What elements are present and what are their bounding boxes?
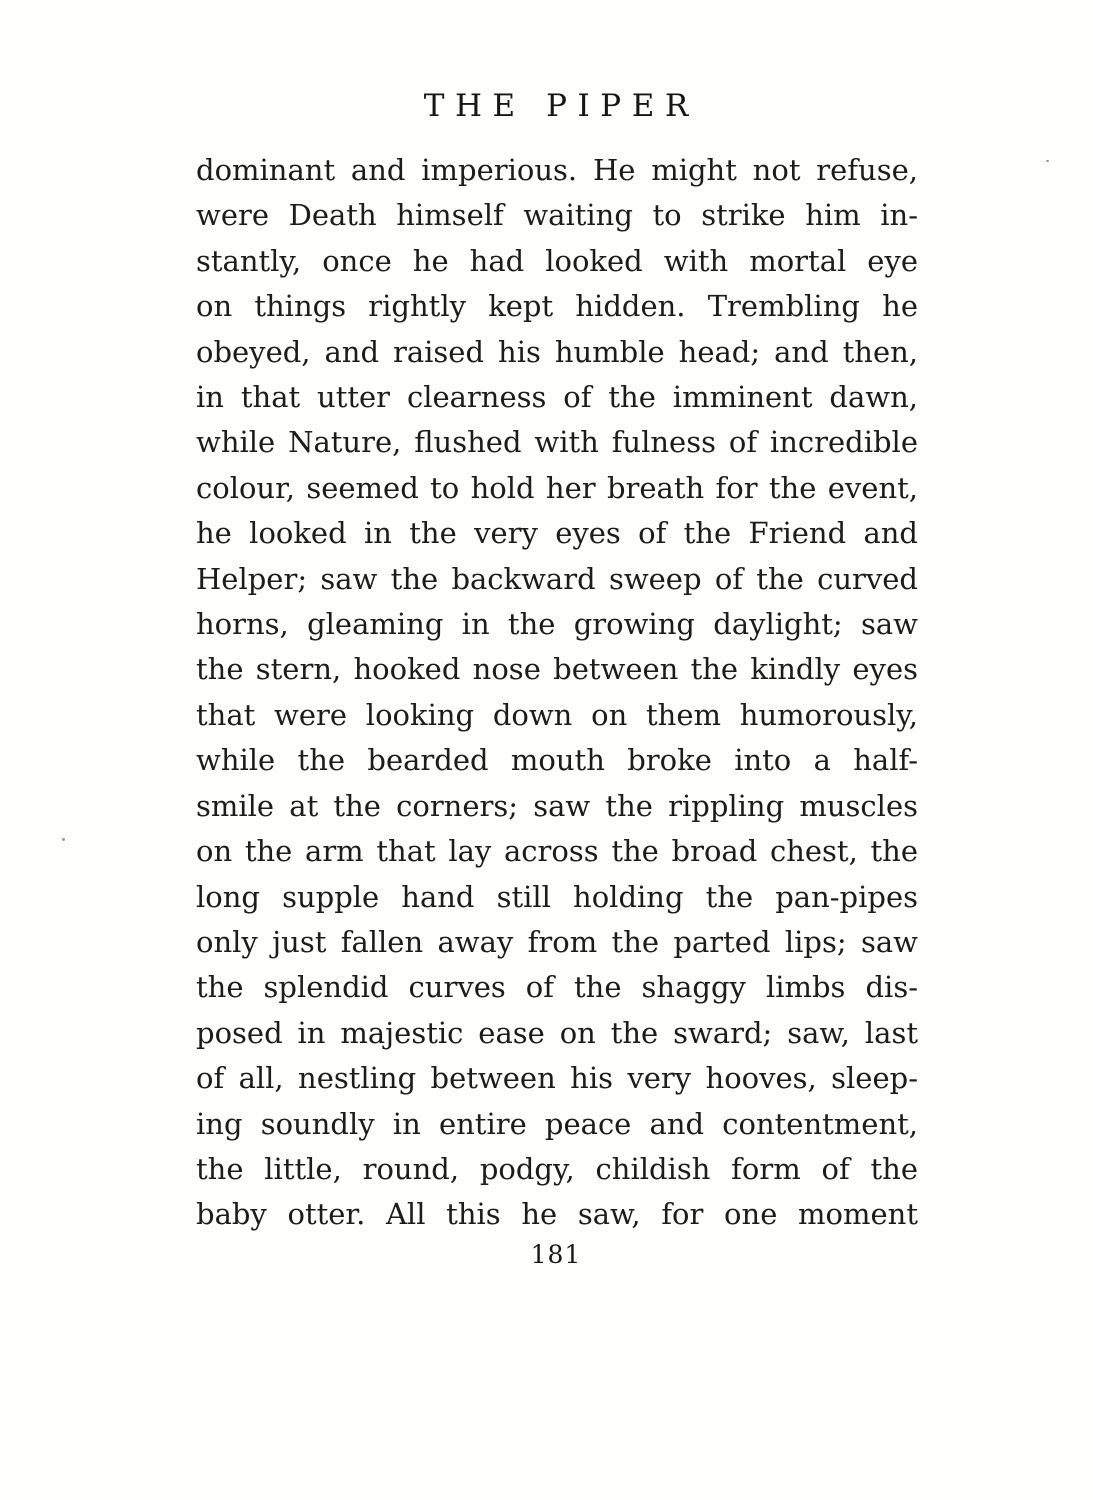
body-line: only just fallen away from the parted lips; saw: [196, 924, 918, 959]
body-line: that were looking down on them humorously,: [196, 697, 918, 732]
body-line: the splendid curves of the shaggy limbs dis-: [196, 970, 918, 1005]
body-line: dominant and imperious. He might not refuse,: [196, 153, 918, 187]
body-line: horns, gleaming in the growing daylight; saw: [196, 607, 918, 642]
body-line: Helper; saw the backward sweep of the curved: [196, 561, 918, 596]
body-line: posed in majestic ease on the sward; saw, last: [196, 1015, 918, 1050]
page-number: 181: [530, 1240, 582, 1269]
body-line: while the bearded mouth broke into a half-: [196, 743, 918, 778]
scan-speck-icon: [1046, 160, 1049, 162]
body-line: the stern, hooked nose between the kindly eyes: [196, 652, 918, 687]
body-line: of all, nestling between his very hooves, sleep-: [196, 1061, 918, 1096]
body-line: baby otter. All this he saw, for one moment: [196, 1197, 918, 1232]
body-line: were Death himself waiting to strike him in-: [196, 198, 918, 233]
scan-speck-icon: [62, 838, 65, 841]
body-line: stantly, once he had looked with mortal eye: [196, 243, 918, 278]
body-paragraph: [196, 148, 918, 1238]
body-line: he looked in the very eyes of the Friend and: [196, 516, 918, 551]
body-line: on the arm that lay across the broad chest, the: [196, 834, 918, 869]
body-line: smile at the corners; saw the rippling muscles: [196, 788, 918, 823]
body-line: while Nature, flushed with fulness of incredible: [196, 425, 918, 460]
body-line: obeyed, and raised his humble head; and then,: [196, 334, 918, 369]
body-line: colour, seemed to hold her breath for the event,: [196, 470, 918, 505]
body-line: in that utter clearness of the imminent dawn,: [196, 380, 918, 415]
body-line: on things rightly kept hidden. Trembling he: [196, 289, 918, 324]
body-line: ing soundly in entire peace and contentment,: [196, 1106, 918, 1141]
body-line: long supple hand still holding the pan-pipes: [196, 879, 918, 914]
body-line: the little, round, podgy, childish form of the: [196, 1151, 918, 1186]
page-title: THE PIPER: [423, 88, 699, 124]
